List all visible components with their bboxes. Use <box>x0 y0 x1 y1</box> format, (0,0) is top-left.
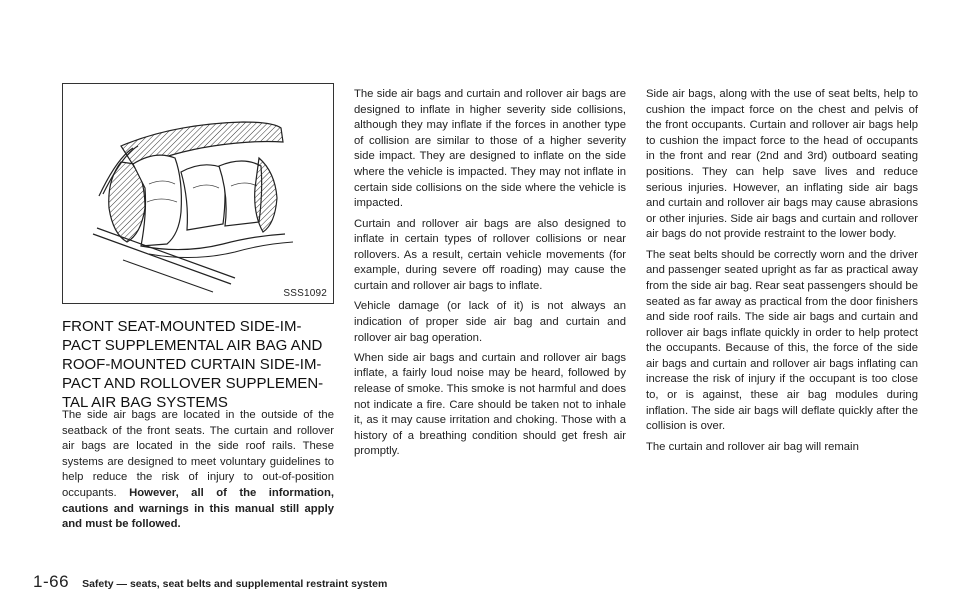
heading-line: ROOF-MOUNTED CURTAIN SIDE-IM- <box>62 356 322 373</box>
column-3 <box>646 87 918 460</box>
column-1 <box>62 408 334 538</box>
page-number: 1-66 <box>33 572 70 591</box>
paragraph: When side air bags and curtain and rollover air bags inflate, a fairly loud noise may be heard, followed by release of smoke. This smoke is not harmful and does not indicate a fire. Care should be taken not to inhale it, as it may cause irritation and choking. Those with a history of a breathing condition should get fresh air promptly. <box>354 351 626 458</box>
paragraph: The curtain and rollover air bag will remain <box>646 440 859 453</box>
figure-code: SSS1092 <box>283 288 327 299</box>
paragraph: The side air bags and curtain and rollover air bags are designed to inflate in higher severity side collisions, although they may inflate if the forces in another type of collision are similar to those of a higher severity side impact. They are designed to inflate on the side where the vehicle is impacted. They may not inflate in certain side collisions on the side where the vehicle is impacted. <box>354 88 626 210</box>
column-2 <box>354 87 626 465</box>
paragraph-text: The side air bags are located in the outside of the seatback of the front seats. The curtain and rollover air bags are located in the side roof rails. These systems are designed to meet voluntary guidelines to help reduce the risk of injury to out-of-position occupants. <box>62 409 334 499</box>
page-footer <box>33 572 387 592</box>
heading-line: PACT AND ROLLOVER SUPPLEMEN- <box>62 375 324 392</box>
heading-line: FRONT SEAT-MOUNTED SIDE-IM- <box>62 318 302 335</box>
paragraph: Curtain and rollover air bags are also designed to inflate in certain types of rollover collisions or near rollovers. As a result, certain vehicle movements (for example, during severe off roading) may cause the curtain and rollover air bags to inflate. <box>354 217 626 292</box>
paragraph: Side air bags, along with the use of seat belts, help to cushion the impact force on the chest and pelvis of the front occupants. Curtain and rollover air bags help to cushion the impact force to the head of occupants in the front and rear (2nd and 3rd) outboard seating positions. They can help save lives and reduce serious injuries. However, an inflating side air bags and curtain and rollover air bags may cause abrasions or other injuries. Side air bags and curtain and rollover air bags do not provide restraint to the lower body. <box>646 88 918 241</box>
airbag-illustration <box>62 83 334 304</box>
footer-section-title: Safety — seats, seat belts and supplemental restraint system <box>82 578 388 590</box>
paragraph-bold-text: However, all of the information, cautions and warnings in this manual still apply and must be followed. <box>62 486 334 531</box>
paragraph <box>62 408 334 533</box>
paragraph: The seat belts should be correctly worn and the driver and passenger seated upright as far as practical away from the side air bag. Rear seat passengers should be seated as far away as practical from the door finishers and side roof rails. The side air bags and curtain and rollover air bags inflate quickly in order to help protect the occupants. Because of this, the force of the side air bags and curtain and rollover air bags inflating can increase the risk of injury if the occupant is too close to, or is against, these air bag modules during inflation. The side air bags will deflate quickly after the collision is over. <box>646 248 918 433</box>
heading-line: PACT SUPPLEMENTAL AIR BAG AND <box>62 337 323 354</box>
heading-line: TAL AIR BAG SYSTEMS <box>62 394 228 411</box>
seat-airbag-drawing <box>63 84 333 303</box>
paragraph: Vehicle damage (or lack of it) is not always an indication of proper side air bag and curtain and rollover air bag operation. <box>354 300 626 344</box>
section-heading <box>62 317 342 412</box>
